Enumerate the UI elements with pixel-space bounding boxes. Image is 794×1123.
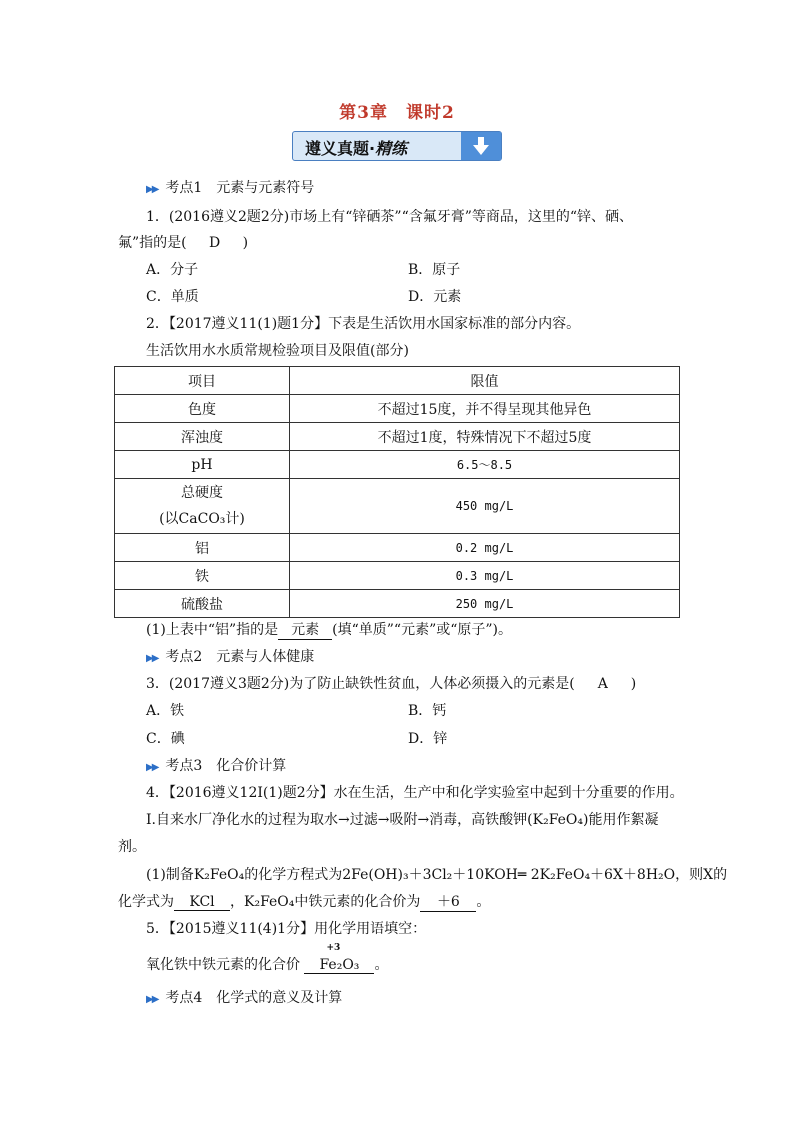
table-cell-item: 硫酸盐	[115, 590, 290, 618]
table-header-row	[115, 367, 680, 395]
double-triangle-icon: ▶▶	[146, 653, 158, 664]
kaodian-3-heading: ▶▶ 考点3 化合价计算	[146, 758, 287, 774]
table-row	[115, 479, 680, 534]
table-cell-item: 色度	[115, 395, 290, 423]
table-cell-item: 浑浊度	[115, 423, 290, 451]
q1-answer: D	[209, 235, 221, 251]
q3-line1: 3．(2017遵义3题2分)为了防止缺铁性贫血，人体必须摄入的元素是( A )	[146, 676, 637, 692]
table-row	[115, 423, 680, 451]
q5-formula: Fe₂O₃	[319, 957, 360, 973]
table-cell-limit: 不超过15度，并不得呈现其他异色	[290, 395, 680, 423]
q4-line5: 化学式为 KCl ，K₂FeO₄中铁元素的化合价为 ＋6 。	[118, 891, 490, 912]
q5-line2: 氧化铁中铁元素的化合价 +3 Fe₂O₃ 。	[146, 943, 389, 973]
q3-answer: A	[597, 676, 608, 692]
q3-option-d: D．锌	[408, 731, 448, 747]
table-row	[115, 590, 680, 618]
q5-line1: 5．【2015遵义11(4)1分】用化学用语填空：	[146, 921, 427, 937]
q4-line2: Ⅰ.自来水厂净化水的过程为取水→过滤→吸附→消毒，高铁酸钾(K₂FeO₄)能用作絮凝	[146, 812, 659, 828]
table-caption: 生活饮用水水质常规检验项目及限值(部分)	[146, 343, 409, 359]
lesson-label: 课时2	[406, 103, 455, 123]
q3-option-c: C．碘	[146, 731, 185, 747]
kaodian-2-heading: ▶▶ 考点2 元素与人体健康	[146, 649, 315, 665]
table-cell-limit: 250 mg/L	[290, 590, 680, 618]
kaodian-4-heading: ▶▶ 考点4 化学式的意义及计算	[146, 990, 343, 1006]
q4-line4: (1)制备K₂FeO₄的化学方程式为2Fe(OH)₃＋3Cl₂＋10KOH═ 2K₂FeO₄＋6X＋8H₂O，则X的	[146, 867, 728, 883]
table-cell-limit: 0.2 mg/L	[290, 534, 680, 562]
q5-answer	[304, 943, 374, 974]
q2-subquestion: (1)上表中“铝”指的是 元素 (填“单质”“元素”或“原子”)。	[146, 619, 512, 640]
table-cell-limit: 450 mg/L	[290, 479, 680, 534]
q1-option-c: C．单质	[146, 289, 199, 305]
section-banner	[292, 131, 502, 161]
q2-line1: 2．【2017遵义11(1)题1分】下表是生活饮用水国家标准的部分内容。	[146, 316, 581, 332]
double-triangle-icon: ▶▶	[146, 762, 158, 773]
chapter-label: 第3章	[339, 103, 388, 123]
table-cell-limit: 6.5～8.5	[290, 451, 680, 479]
table-cell-limit: 0.3 mg/L	[290, 562, 680, 590]
q4-answer-valence: ＋6	[420, 891, 476, 912]
water-standard-table	[114, 366, 680, 618]
table-row	[115, 534, 680, 562]
q1-option-a: A．分子	[146, 262, 199, 278]
table-cell-item: 铝	[115, 534, 290, 562]
q1-line2: 氟”指的是( D )	[118, 235, 249, 251]
page-title	[0, 98, 794, 123]
banner-arrow-box	[461, 132, 501, 160]
double-triangle-icon: ▶▶	[146, 184, 158, 195]
down-arrow-icon	[473, 137, 489, 155]
q5-valence-mark: +3	[326, 943, 341, 953]
table-cell-limit: 不超过1度，特殊情况下不超过5度	[290, 423, 680, 451]
q3-option-b: B．钙	[408, 703, 447, 719]
banner-title: 遵义真题·精练	[305, 139, 408, 158]
table-cell-item: pH	[115, 451, 290, 479]
table-header-cell: 项目	[115, 367, 290, 395]
table-cell-item: 总硬度 (以CaCO₃计)	[115, 479, 290, 534]
kaodian-1-heading: ▶▶ 考点1 元素与元素符号	[146, 180, 315, 196]
q1-option-d: D．元素	[408, 289, 462, 305]
table-row	[115, 451, 680, 479]
q3-option-a: A．铁	[146, 703, 185, 719]
hardness-note: (以CaCO₃计)	[159, 511, 245, 527]
double-triangle-icon: ▶▶	[146, 994, 158, 1005]
banner-title-em: 精练	[375, 139, 408, 158]
table-row	[115, 395, 680, 423]
q1-option-b: B．原子	[408, 262, 461, 278]
table-header-cell: 限值	[290, 367, 680, 395]
table-row	[115, 562, 680, 590]
q2-answer: 元素	[278, 619, 332, 640]
q4-answer-formula: KCl	[174, 894, 230, 911]
q1-line1: 1．(2016遵义2题2分)市场上有“锌硒茶”“含氟牙膏”等商品，这里的“锌、硒、	[146, 209, 634, 225]
q4-line3: 剂。	[118, 839, 146, 855]
table-cell-item: 铁	[115, 562, 290, 590]
q4-line1: 4．【2016遵义12Ⅰ(1)题2分】水在生活，生产中和化学实验室中起到十分重要的作用。	[146, 785, 684, 801]
